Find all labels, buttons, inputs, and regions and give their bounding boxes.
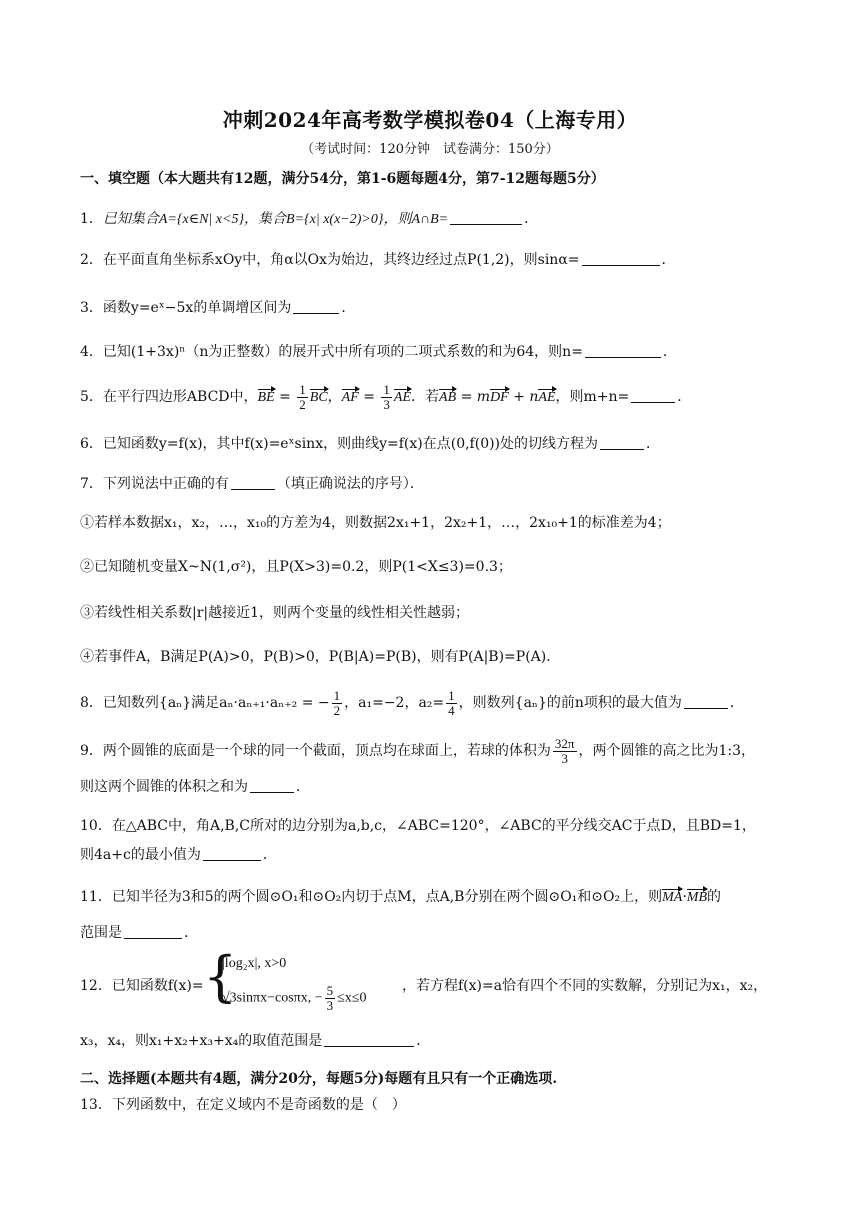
page-title: 冲刺2024年高考数学模拟卷04（上海专用）	[222, 108, 638, 132]
answer-blank[interactable]	[250, 778, 294, 793]
question-number: 12．	[80, 978, 112, 994]
fraction: $\frac{32\pi}{3}$	[554, 735, 575, 766]
question-number: 3．	[80, 300, 103, 316]
question-11: 11．已知半径为3和5的两个圆⊙O₁和⊙O₂内切于点M，点A,B分别在两个圆⊙O₁和⊙O₂上，则MA·MB的	[80, 889, 721, 905]
vector-df: DF	[490, 390, 509, 405]
question-9: 9．两个圆锥的底面是一个球的同一个截面，顶点均在球面上，若球的体积为 $\frac{32\pi}{3}$ ，两个圆锥的高之比为1:3，	[80, 735, 756, 766]
answer-blank[interactable]	[231, 475, 275, 490]
vector-bc: BC	[309, 390, 328, 405]
answer-blank[interactable]	[450, 210, 522, 225]
question-text: 已知(1+3x)ⁿ（n为正整数）的展开式中所有项的二项式系数的和为64，则n=	[102, 344, 583, 360]
answer-blank[interactable]	[324, 1032, 414, 1047]
question-number: 8．	[80, 695, 103, 711]
question-4: 4．已知(1+3x)ⁿ（n为正整数）的展开式中所有项的二项式系数的和为64，则n= ．	[80, 344, 677, 360]
question-text: 已知函数y=f(x)，其中f(x)=eˣsinx，则曲线y=f(x)在点(0,f(0))处的切线方程为	[102, 436, 599, 452]
question-9-line-2: 则这两个圆锥的体积之和为 ．	[80, 779, 310, 795]
question-number: 13．	[80, 1097, 112, 1113]
question-text: 在平面直角坐标系xOy中，角α以Ox为始边，其终边经过点P(1,2)，则sinα=	[102, 252, 580, 268]
vector-af: AF	[341, 390, 359, 405]
answer-blank[interactable]	[203, 846, 261, 861]
piecewise-brace: {	[203, 945, 238, 1008]
question-10-line-2: 则4a+c的最小值为 ．	[80, 847, 277, 863]
statement-2: ②已知随机变量X~N(1,σ²)，且P(X>3)=0.2，则P(1<X≤3)=0.3；	[80, 559, 512, 575]
question-13	[80, 1094, 780, 1116]
question-number: 9．	[80, 743, 103, 759]
vector-mb: MB	[686, 890, 707, 905]
vector-ab: AB	[439, 390, 457, 405]
section-heading-fill-in: 一、填空题（本大题共有12题，满分54分，第1-6题每题4分，第7-12题每题5分）	[80, 171, 605, 187]
question-5: 5．在平行四边形ABCD中，BE = $\frac{1}{2}$ BC，AF = $\frac{1}{3}$ AE．若AB = mDF + nAE，则m+n= ．	[80, 381, 692, 412]
question-6: 6．已知函数y=f(x)，其中f(x)=eˣsinx，则曲线y=f(x)在点(0,f(0))处的切线方程为 ．	[80, 436, 661, 452]
question-12-condition: ，若方程f(x)=a恰有四个不同的实数解，分别记为x₁，x₂，	[402, 978, 768, 994]
question-10: 10．在△ABC中，角A,B,C所对的边分别为a,b,c，∠ABC=120°，∠ABC的平分线交AC于点D，且BD=1，	[80, 818, 756, 834]
question-number: 10．	[80, 818, 112, 834]
question-number: 4．	[80, 344, 103, 360]
question-1: 1．已知集合A={x∈N| x<5}，集合B={x| x(x−2)>0}，则A∩B= ．	[80, 211, 539, 227]
fraction: $\frac{1}{2}$	[333, 687, 341, 718]
vector-ae: AE	[538, 390, 556, 405]
question-11-line-2: 范围是 ．	[80, 925, 198, 941]
section-heading-multiple-choice: 二、选择题(本题共有4题，满分20分，每题5分)每题有且只有一个正确选项.	[80, 1071, 558, 1087]
fraction: $\frac{1}{4}$	[448, 687, 455, 718]
exam-info: （考试时间：120分钟 试卷满分：150分）	[301, 142, 559, 157]
answer-blank[interactable]	[631, 388, 675, 403]
answer-blank[interactable]	[600, 435, 644, 450]
answer-blank[interactable]	[684, 694, 728, 709]
question-number: 2．	[80, 252, 103, 268]
answer-blank[interactable]	[124, 924, 182, 939]
question-8: 8．已知数列{aₙ}满足aₙ·aₙ₊₁·aₙ₊₂ = − $\frac{1}{2}$ ，a₁=−2，a₂= $\frac{1}{4}$ ，则数列{aₙ}的前n项积的最大值为 ．	[80, 687, 744, 718]
question-number: 1．	[80, 211, 103, 227]
question-7: 7．下列说法中正确的有 （填正确说法的序号）．	[80, 476, 424, 492]
question-2: 2．在平面直角坐标系xOy中，角α以Ox为始边，其终边经过点P(1,2)，则sinα= ．	[80, 252, 676, 268]
answer-blank[interactable]	[293, 299, 339, 314]
statement-1: ①若样本数据x₁，x₂，…，x₁₀的方差为4，则数据2x₁+1，2x₂+1，…，2x₁₀+1的标准差为4；	[80, 515, 671, 531]
vector-ae: AE	[393, 390, 412, 405]
question-3: 3．函数y=eˣ−5x的单调增区间为 ．	[80, 300, 356, 316]
answer-blank[interactable]	[585, 343, 661, 358]
fraction: $\frac{1}{2}$	[299, 381, 306, 412]
question-number: 5．	[80, 389, 103, 405]
question-text: 下列说法中正确的有	[102, 476, 229, 492]
statement-3: ③若线性相关系数|r|越接近1，则两个变量的线性相关性越弱；	[80, 605, 470, 621]
piecewise-case-1: |log₂x|, x>0	[222, 956, 287, 971]
question-number: 7．	[80, 476, 103, 492]
question-text: 已知集合A={x∈N| x<5}，集合B={x| x(x−2)>0}，则A∩B=	[102, 212, 449, 227]
vector-be: BE	[257, 390, 275, 405]
fraction: $\frac{1}{3}$	[383, 381, 390, 412]
vector-ma: MA	[662, 890, 683, 905]
question-12-line-2: x₃，x₄，则x₁+x₂+x₃+x₄的取值范围是 ．	[80, 1033, 431, 1049]
statement-4: ④若事件A，B满足P(A)>0，P(B)>0，P(B|A)=P(B)，则有P(A|B)=P(A)．	[80, 649, 561, 665]
question-12: 12．已知函数f(x)=	[80, 978, 204, 994]
question-number: 6．	[80, 436, 103, 452]
piecewise-case-2: √3sinπx−cosπx, − $\frac{5}{3}$ ≤x≤0	[222, 983, 367, 1013]
question-number: 11．	[80, 889, 112, 905]
question-text: 下列函数中，在定义域内不是奇函数的是（ ）	[111, 1097, 406, 1113]
question-text: 函数y=eˣ−5x的单调增区间为	[102, 300, 292, 316]
answer-blank[interactable]	[582, 251, 660, 266]
